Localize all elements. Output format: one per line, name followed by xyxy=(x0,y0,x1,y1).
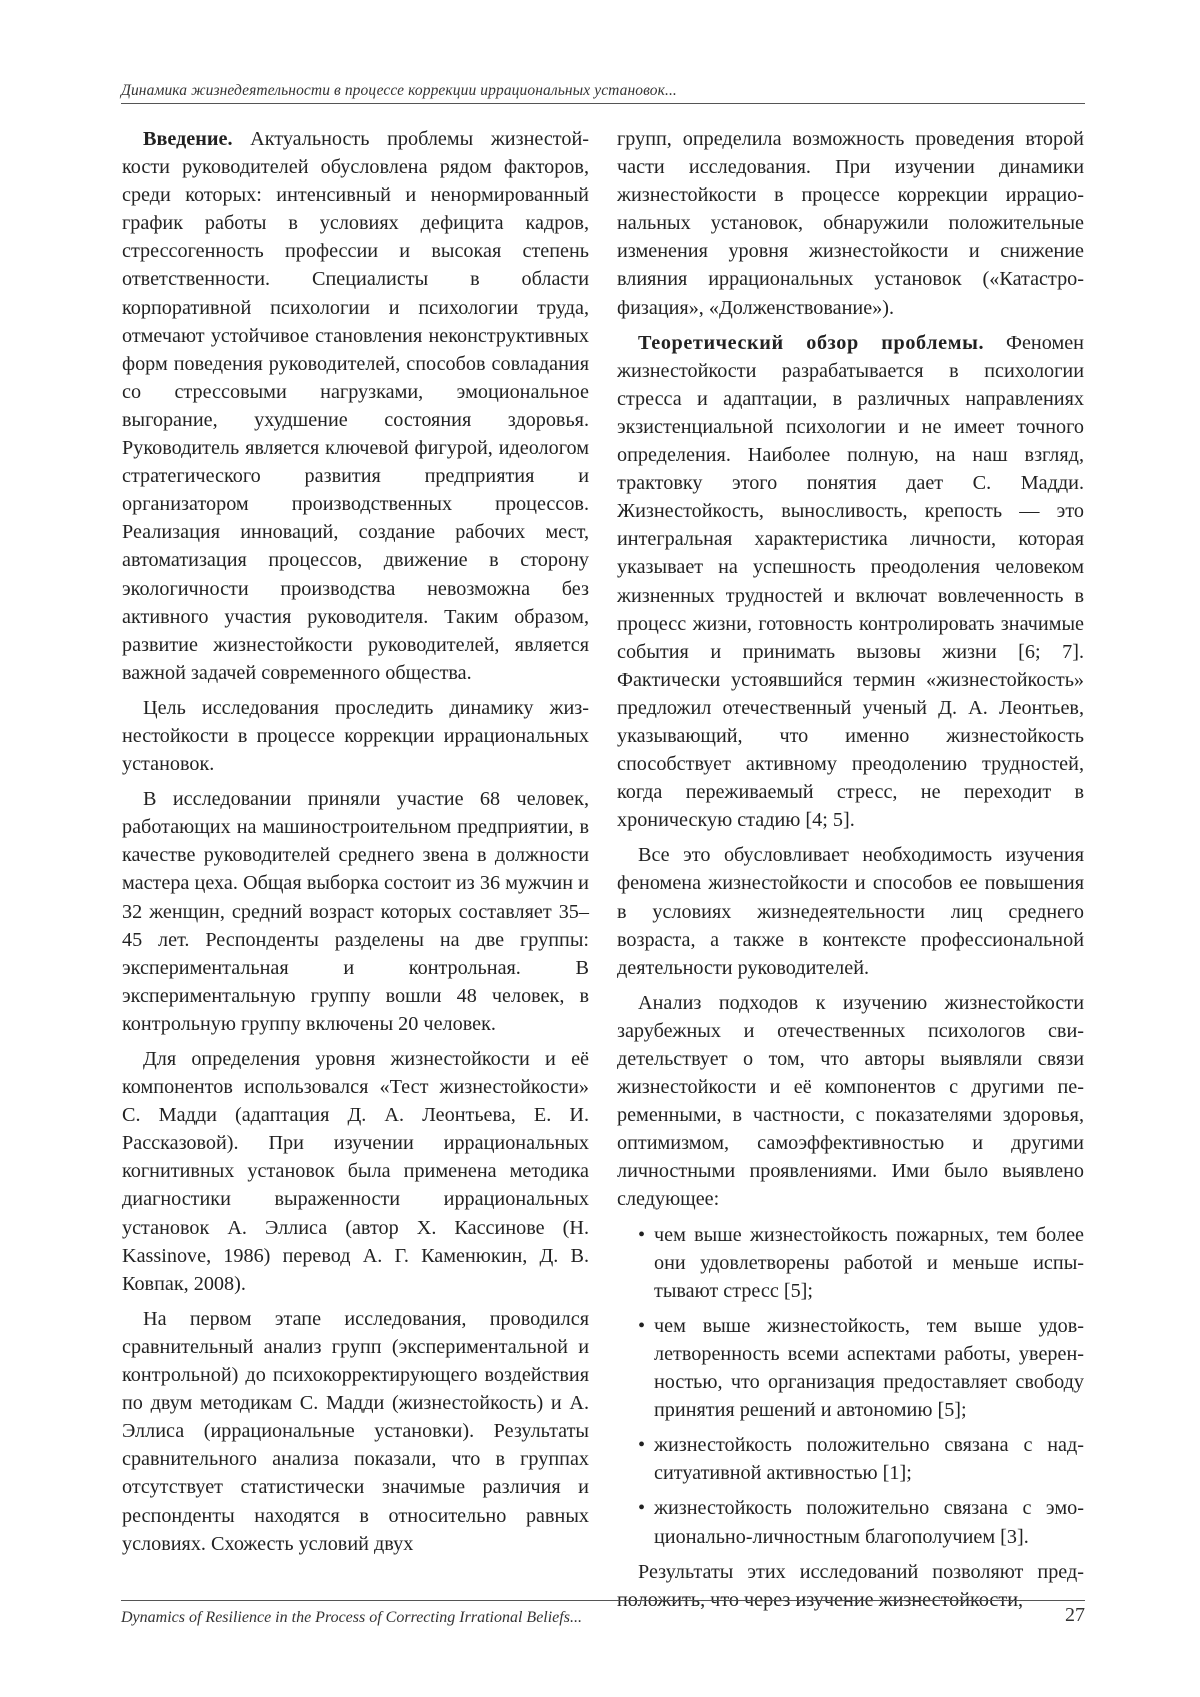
analysis-paragraph: Анализ подходов к изучению жизнестойкости зарубежных и отечественных психологов свидетельствует о том, что авторы выявляли связи жизнестойкости и её компонентов с другими переменными, в частности, с показателями здоровья, оптимизмом, самоэффективностью и другими личностными проявлениями. Ими было выявлено следующее: xyxy=(617,991,1084,1211)
list-item-text: чем выше жизнестойкость пожарных, тем более они удовлетворены работой и меньше испытывают стресс [5]; xyxy=(654,1223,1084,1302)
aim-paragraph: Цель исследования проследить динамику жизнестойкости в процессе коррекции иррациональных установок. xyxy=(122,696,589,776)
intro-text: Актуальность проблемы жизнестойкости руководителей обусловлена рядом факторов, среди которых: интенсивный и ненормированный график работы в условиях дефицита кадров, стрессогенность профессии и высокая степень ответственности. Специалисты в области корпоративной психологии и психологии труда, отмечают устойчивое становления неконструктивных форм поведения руководителей, способов совладания со стрессовыми нагрузками, эмоциональное выгорание, ухудшение состояния здоровья. Руководитель является ключевой фигурой, идеологом стратегического развития предприятия и организатором производственных процессов. Реализация инноваций, создание рабочих мест, автоматизация процессов, движение в сторону экологичности производства невозможна без активного участия руководителя. Таким образом, развитие жизнестойкости руководителей, является важной задачей современного общества. xyxy=(122,128,589,684)
bullet-icon: • xyxy=(638,1223,646,1246)
list-item xyxy=(617,1312,1084,1424)
first-stage-paragraph: На первом этапе исследования, проводился сравнительный анализ групп (экспериментальной и контрольной) до психокорректирующего воздействия по двум методикам С. Мадди (жизнестойкость) и А. Эллиса (иррациональные установки). Результаты сравнительного анализа показали, что в группах отсутствует статистически значимые различия и респонденты находятся в относительно равных условиях. Схожесть условий двух xyxy=(122,1307,589,1555)
theory-paragraph xyxy=(617,329,1084,835)
sample-paragraph: В исследовании приняли участие 68 человек, работающих на машиностроительном предприятии, в качестве руководителей среднего звена в должности мастера цеха. Общая выборка состоит из 36 мужчин и 32 женщин, средний возраст которых составляет 35–45 лет. Респонденты разделены на две группы: экспериментальная и контрольная. В экспериментальную группу вошли 48 человек, в контрольную группу включены 20 человек. xyxy=(122,788,589,1035)
results-paragraph: Результаты этих исследований позволяют предположить, что через изучение жизнестойкости, xyxy=(617,1560,1084,1611)
running-footer: Dynamics of Resilience in the Process of Correcting Irrational Beliefs... xyxy=(121,1609,582,1626)
theory-text: Феномен жизнестойкости разрабатывается в психологии стресса и адаптации, в различных направлениях экзистенциальной психологии и не имеет точного определения. Наиболее полную, на наш взгляд, трактовку этого понятия дает С. Мадди. Жизнестойкость, выносливость, крепость — это интегральная характеристика личности, которая указывает на успешность преодоления человеком жизненных трудностей и включат вовлеченность в процесс жизни, готовность контролировать значимые события и принимать вызовы жизни [6; 7]. Фактически устоявшийся термин «жизнестойкость» предложил отечественный ученый Д. А. Леонтьев, указывающий, что именно жизнестойкость способствует активному преодолению трудностей, когда переживаемый стресс, не переходит в хроническую стадию [4; 5]. xyxy=(617,331,1084,832)
intro-heading: Введение. xyxy=(143,128,233,150)
list-item-text: чем выше жизнестойкость, тем выше удовлетворенность всеми аспектами работы, уверенностью, что организация предоставляет свободу принятия решений и автономию [5]; xyxy=(654,1314,1084,1422)
left-column xyxy=(122,125,589,1565)
theory-heading: Теоретический обзор проблемы. xyxy=(638,331,985,354)
methods-paragraph: Для определения уровня жизнестойкости и её компонентов использовался «Тест жизнестойкости» С. Мадди (адаптация Д. А. Леонтьева, Е. И. Рассказовой). При изучении иррациональных когнитивных установок была применена методика диагностики выраженности иррациональных установок А. Эллиса (автор Х. Кассинове (H. Kassinove, 1986) перевод А. Г. Каменюкин, Д. В. Ковпак, 2008). xyxy=(122,1048,589,1295)
necessity-paragraph: Все это обусловливает необходимость изучения феномена жизнестойкости и способов ее повышения в условиях жизнедеятельности лиц среднего возраста, а также в контексте профессиональной деятельности руководителей. xyxy=(617,844,1084,979)
list-item xyxy=(617,1494,1084,1550)
list-item-text: жизнестойкость положительно связана с надситуативной активностью [1]; xyxy=(654,1434,1084,1485)
list-item xyxy=(617,1431,1084,1487)
bullet-icon: • xyxy=(638,1314,646,1337)
header-rule xyxy=(121,103,1085,104)
continued-paragraph: групп, определила возможность проведения второй части исследования. При изучении динамики жизнестойкости в процессе коррекции иррациональных установок, обнаружили положительные изменения уровня жизнестойкости и снижение влияния иррациональных установок («Катастрофизация», «Долженствование»). xyxy=(617,128,1084,319)
footer-rule xyxy=(121,1600,1085,1601)
bullet-icon: • xyxy=(638,1434,646,1457)
intro-paragraph xyxy=(122,125,589,687)
bullet-icon: • xyxy=(638,1497,646,1520)
list-item-text: жизнестойкость положительно связана с эмоционально-личностным благополучием [3]. xyxy=(654,1497,1084,1548)
running-header: Динамика жизнедеятельности в процессе коррекции иррациональных установок... xyxy=(121,82,677,99)
list-item xyxy=(617,1221,1084,1305)
page-number: 27 xyxy=(1065,1604,1085,1626)
right-column xyxy=(617,125,1084,1621)
